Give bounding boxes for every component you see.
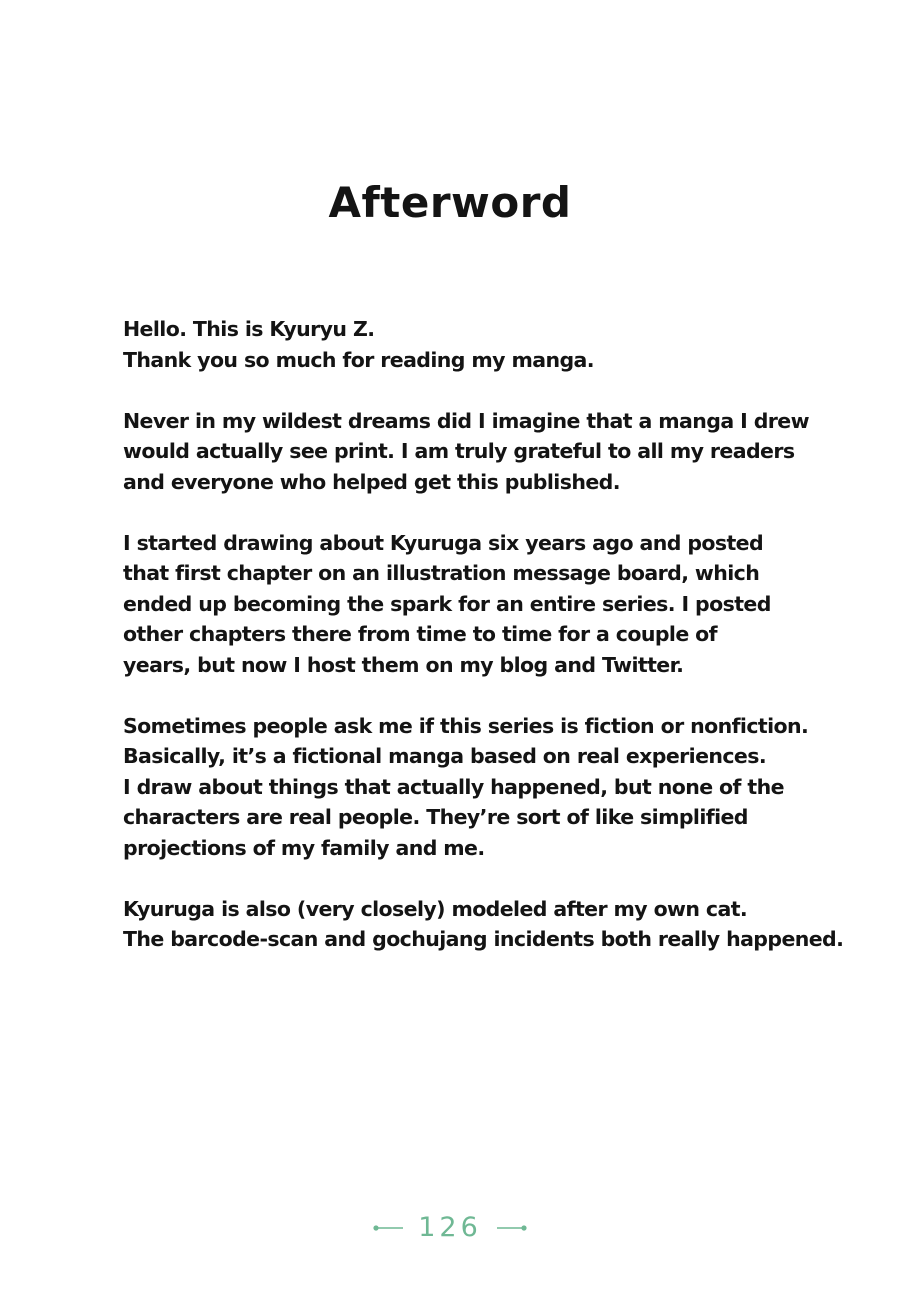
- paragraph-gratitude: [123, 406, 863, 498]
- page-number-footer: [0, 1212, 900, 1243]
- text-line: Never in my wildest dreams did I imagine that a manga I drew: [123, 408, 809, 433]
- text-line: Sometimes people ask me if this series is fiction or nonfiction.: [123, 713, 809, 738]
- paragraph-cat: [123, 894, 863, 955]
- paragraph-greeting: [123, 314, 863, 375]
- text-line: Hello. This is Kyuryu Z.: [123, 317, 375, 341]
- text-line: I draw about things that actually happened, but none of the: [123, 774, 784, 799]
- text-line: that first chapter on an illustration message board, which: [123, 561, 760, 585]
- text-line: projections of my family and me.: [123, 835, 485, 860]
- text-line: characters are real people. They’re sort of like simplified: [123, 805, 748, 829]
- text-line: Kyuruga is also (very closely) modeled after my own cat.: [123, 896, 748, 921]
- page-title: Afterword: [328, 178, 572, 227]
- text-line: The barcode-scan and gochujang incidents both really happened.: [123, 927, 844, 951]
- right-ornament-icon: [496, 1223, 528, 1233]
- text-line: and everyone who helped get this published.: [123, 469, 620, 494]
- text-line: other chapters there from time to time for a couple of: [123, 622, 717, 646]
- text-line: Basically, it’s a fictional manga based on real experiences.: [123, 744, 767, 768]
- paragraph-history: [123, 528, 863, 681]
- afterword-body: [123, 314, 863, 985]
- page-number: 126: [418, 1212, 482, 1243]
- text-line: I started drawing about Kyuruga six years ago and posted: [123, 530, 764, 555]
- text-line: ended up becoming the spark for an entire series. I posted: [123, 591, 771, 616]
- text-line: years, but now I host them on my blog and Twitter.: [123, 652, 684, 677]
- paragraph-fiction: [123, 711, 863, 864]
- left-ornament-icon: [372, 1223, 404, 1233]
- text-line: Thank you so much for reading my manga.: [123, 347, 594, 372]
- text-line: would actually see print. I am truly grateful to all my readers: [123, 439, 795, 463]
